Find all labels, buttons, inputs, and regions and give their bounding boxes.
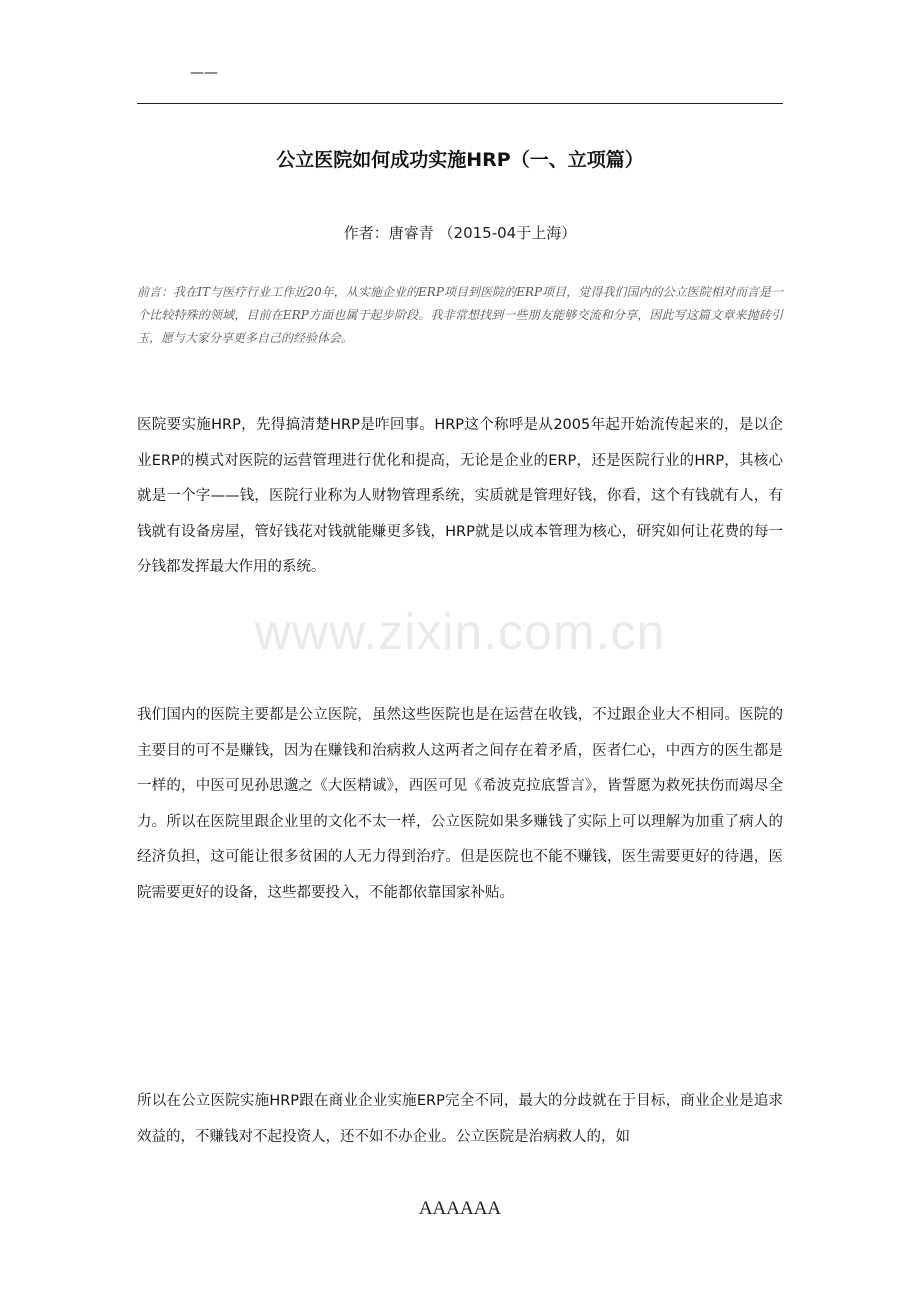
document-title: 公立医院如何成功实施HRP（一、立项篇） <box>276 149 644 171</box>
header-rule <box>137 103 783 104</box>
body-paragraph-2: 我们国内的医院主要都是公立医院，虽然这些医院也是在运营在收钱，不过跟企业大不相同。医院的主要目的可不是赚钱，因为在赚钱和治病救人这两者之间存在着矛盾，医者仁心，中西方的医生都是一样的，中医可见孙思邈之《大医精诚》，西医可见《希波克拉底誓言》，皆誓愿为救死扶伤而竭尽全力。所以在医院里跟企业里的文化不太一样，公立医院如果多赚钱了实际上可以理解为加重了病人的经济负担，这可能让很多贫困的人无力得到治疗。但是医院也不能不赚钱，医生需要更好的待遇，医院需要更好的设备，这些都要投入，不能都依靠国家补贴。 <box>137 707 783 901</box>
author-byline: 作者：唐睿青 （2015-04于上海） <box>343 224 577 242</box>
preface-note: 前言：我在IT与医疗行业工作近20年，从实施企业的ERP项目到医院的ERP项目，觉得我们国内的公立医院相对而言是一个比较特殊的领域，目前在ERP方面也属于起步阶段。我非常想找到一些朋友能够交流和分享，因此写这篇文章来抛砖引玉，愿与大家分享更多自己的经验体会。 <box>137 285 783 345</box>
page-footer: AAAAAA <box>418 1198 502 1219</box>
watermark: www.zixin.com.cn <box>254 604 666 660</box>
body-paragraph-3: 所以在公立医院实施HRP跟在商业企业实施ERP完全不同，最大的分歧就在于目标，商业企业是追求效益的，不赚钱对不起投资人，还不如不办企业。公立医院是治病救人的，如 <box>137 1093 783 1145</box>
header-mark: —— <box>190 65 218 81</box>
body-paragraph-1: 医院要实施HRP，先得搞清楚HRP是咋回事。HRP这个称呼是从2005年起开始流传起来的，是以企业ERP的模式对医院的运营管理进行优化和提高，无论是企业的ERP，还是医院行业的HRP，其核心就是一个字——钱，医院行业称为人财物管理系统，实质就是管理好钱，你看，这个有钱就有人，有钱就有设备房屋，管好钱花对钱就能赚更多钱，HRP就是以成本管理为核心，研究如何让花费的每一分钱都发挥最大作用的系统。 <box>137 417 783 575</box>
